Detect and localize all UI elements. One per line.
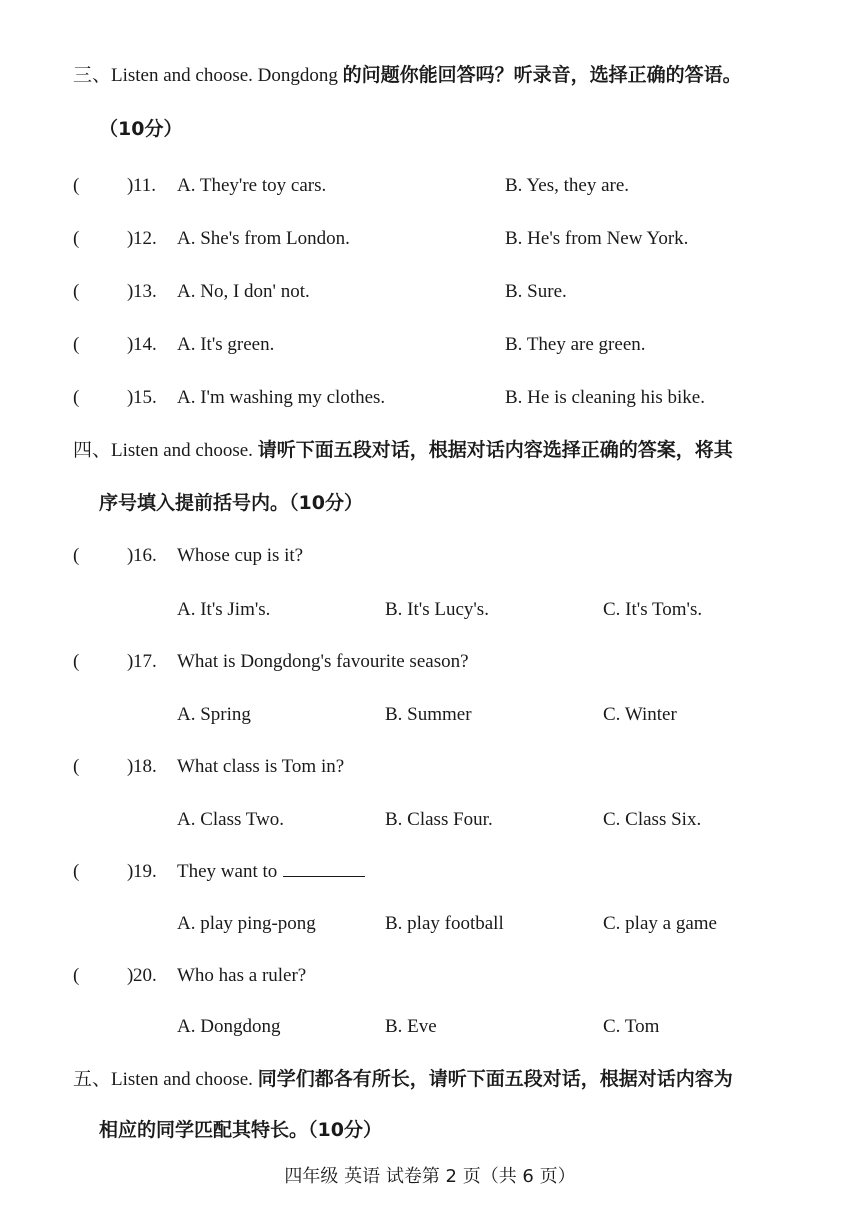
section-3-heading-en: 三、Listen and choose. Dongdong bbox=[73, 65, 343, 86]
question-text: They want to bbox=[177, 861, 278, 882]
section-5-heading bbox=[73, 1070, 733, 1089]
section-4-heading-en: 四、Listen and choose. bbox=[73, 440, 258, 461]
option-a: A. Spring bbox=[177, 704, 251, 725]
option-b: B. Summer bbox=[385, 704, 472, 725]
answer-bracket-close: ) bbox=[127, 387, 134, 408]
section-3-score: （10分） bbox=[99, 118, 183, 140]
answer-bracket-open: ( bbox=[73, 175, 80, 196]
answer-bracket-open: ( bbox=[73, 861, 80, 882]
question-number: 19. bbox=[133, 861, 157, 882]
section-5-heading-zh: 同学们都各有所长，请听下面五段对话，根据对话内容为 bbox=[257, 1068, 733, 1090]
question-number: 18. bbox=[133, 756, 157, 777]
question-number: 11. bbox=[133, 175, 157, 196]
question-row bbox=[0, 388, 860, 410]
question-row bbox=[0, 546, 860, 568]
options-row bbox=[0, 600, 860, 622]
question-row bbox=[0, 229, 860, 251]
option-a: A. It's green. bbox=[177, 334, 275, 355]
page-footer: 四年级 英语 试卷第 2 页（共 6 页） bbox=[284, 1166, 576, 1187]
answer-bracket-close: ) bbox=[127, 334, 134, 355]
option-a: A. It's Jim's. bbox=[177, 599, 271, 620]
options-row bbox=[0, 1017, 860, 1039]
answer-bracket-open: ( bbox=[73, 545, 80, 566]
options-row bbox=[0, 810, 860, 832]
option-b: B. They are green. bbox=[505, 334, 646, 355]
option-c: C. Winter bbox=[603, 704, 677, 725]
question-row bbox=[0, 757, 860, 779]
option-a: A. She's from London. bbox=[177, 228, 350, 249]
section-5-heading-cont: 相应的同学匹配其特长。（10分） bbox=[99, 1119, 382, 1141]
question-number: 12. bbox=[133, 228, 157, 249]
answer-bracket-open: ( bbox=[73, 334, 80, 355]
section-3-heading bbox=[73, 66, 742, 85]
answer-bracket-open: ( bbox=[73, 756, 80, 777]
answer-bracket-open: ( bbox=[73, 281, 80, 302]
option-b: B. He's from New York. bbox=[505, 228, 689, 249]
question-number: 16. bbox=[133, 545, 157, 566]
answer-bracket-close: ) bbox=[127, 756, 134, 777]
question-row bbox=[0, 282, 860, 304]
question-row bbox=[0, 335, 860, 357]
question-row bbox=[0, 176, 860, 198]
answer-bracket-open: ( bbox=[73, 228, 80, 249]
option-b: B. Class Four. bbox=[385, 809, 493, 830]
answer-bracket-close: ) bbox=[127, 651, 134, 672]
option-a: A. I'm washing my clothes. bbox=[177, 387, 386, 408]
option-a: A. Class Two. bbox=[177, 809, 285, 830]
option-c: C. play a game bbox=[603, 913, 717, 934]
question-number: 15. bbox=[133, 387, 157, 408]
section-4-heading bbox=[73, 441, 733, 460]
option-a: A. No, I don' not. bbox=[177, 281, 310, 302]
question-row bbox=[0, 966, 860, 988]
answer-blank-line bbox=[283, 862, 365, 877]
question-number: 14. bbox=[133, 334, 157, 355]
question-row bbox=[0, 652, 860, 674]
option-b: B. Yes, they are. bbox=[505, 175, 630, 196]
question-number: 13. bbox=[133, 281, 157, 302]
question-text: Who has a ruler? bbox=[177, 965, 307, 986]
answer-bracket-close: ) bbox=[127, 281, 134, 302]
question-number: 20. bbox=[133, 965, 157, 986]
option-c: C. Class Six. bbox=[603, 809, 702, 830]
options-row bbox=[0, 914, 860, 936]
question-row bbox=[0, 862, 860, 884]
question-text: Whose cup is it? bbox=[177, 545, 304, 566]
option-b: B. Eve bbox=[385, 1016, 437, 1037]
option-b: B. He is cleaning his bike. bbox=[505, 387, 705, 408]
answer-bracket-open: ( bbox=[73, 387, 80, 408]
option-a: A. They're toy cars. bbox=[177, 175, 327, 196]
section-5-heading-en: 五、Listen and choose. bbox=[73, 1069, 258, 1090]
option-b: B. It's Lucy's. bbox=[385, 599, 489, 620]
option-a: A. play ping-pong bbox=[177, 913, 316, 934]
question-text: What class is Tom in? bbox=[177, 756, 345, 777]
answer-bracket-close: ) bbox=[127, 545, 134, 566]
option-c: C. Tom bbox=[603, 1016, 660, 1037]
option-b: B. play football bbox=[385, 913, 504, 934]
section-4-heading-zh: 请听下面五段对话，根据对话内容选择正确的答案，将其 bbox=[257, 439, 733, 461]
options-row bbox=[0, 705, 860, 727]
answer-bracket-close: ) bbox=[127, 175, 134, 196]
answer-bracket-close: ) bbox=[127, 228, 134, 249]
section-3-heading-zh: 的问题你能回答吗？听录音，选择正确的答语。 bbox=[342, 64, 742, 86]
option-a: A. Dongdong bbox=[177, 1016, 281, 1037]
answer-bracket-close: ) bbox=[127, 861, 134, 882]
question-text-with-blank bbox=[177, 862, 365, 881]
section-4-heading-cont: 序号填入提前括号内。（10分） bbox=[99, 492, 363, 514]
question-number: 17. bbox=[133, 651, 157, 672]
answer-bracket-open: ( bbox=[73, 965, 80, 986]
option-b: B. Sure. bbox=[505, 281, 567, 302]
option-c: C. It's Tom's. bbox=[603, 599, 703, 620]
answer-bracket-close: ) bbox=[127, 965, 134, 986]
question-text: What is Dongdong's favourite season? bbox=[177, 651, 469, 672]
answer-bracket-open: ( bbox=[73, 651, 80, 672]
